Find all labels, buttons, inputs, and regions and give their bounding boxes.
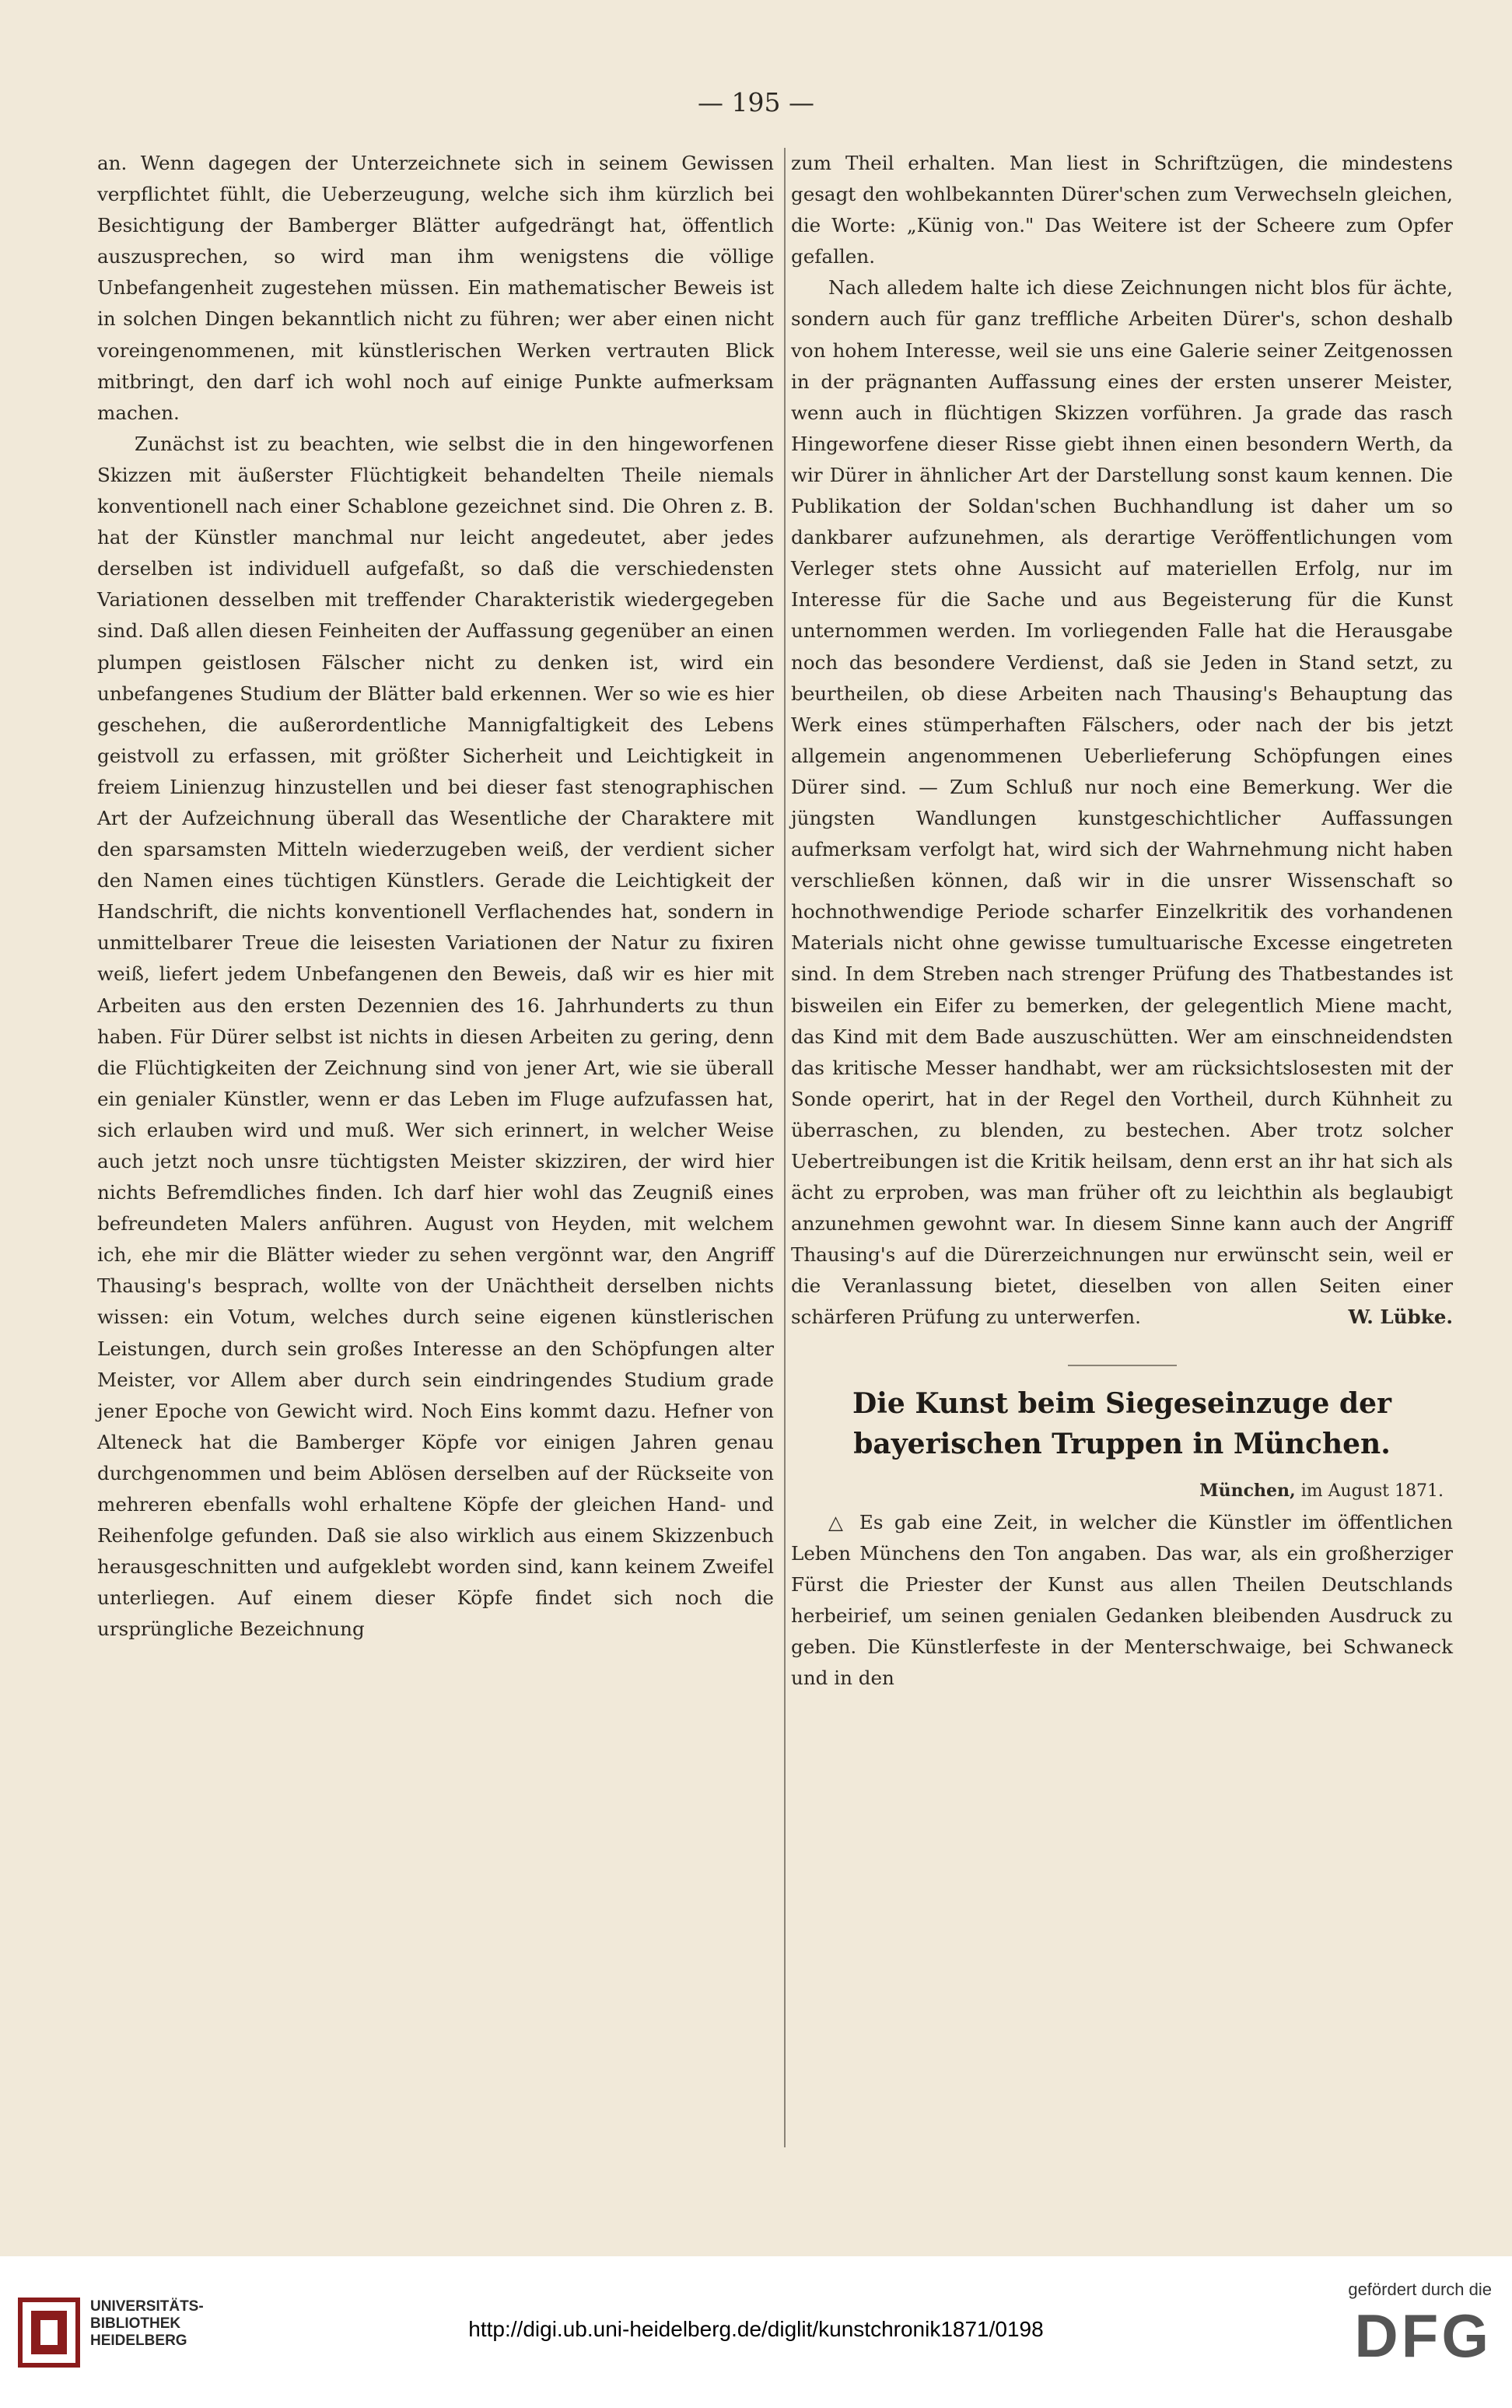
left-paragraph-1: an. Wenn dagegen der Unterzeichnete sich in seinem Gewissen verpflichtet fühlt, die Ueberzeugung, welche sich ihm kürzlich bei Besichtigung der Bamberger Blätter aufgedrängt hat, öffentlich auszusprechen, so wird man ihm wenigstens die völlige Unbefangenheit zugestehen müssen. Ein mathematischer Beweis ist in solchen Dingen bekanntlich nicht zu führen; wer aber einen nicht voreingenommenen, mit künstlerischen Werken vertrauten Blick mitbringt, den darf ich wohl noch auf einige Punkte aufmerksam machen. bbox=[97, 152, 774, 424]
right-column bbox=[791, 148, 1453, 1694]
section-separator bbox=[1068, 1365, 1177, 1366]
permalink-url[interactable]: http://digi.ub.uni-heidelberg.de/diglit/kunstchronik1871/0198 bbox=[468, 2317, 1044, 2341]
library-name-line-1: UNIVERSITÄTS- bbox=[90, 2298, 204, 2315]
dateline bbox=[791, 1475, 1444, 1507]
author-signature: W. Lübke. bbox=[1348, 1306, 1453, 1329]
dfg-wordmark: DFG bbox=[1354, 2301, 1492, 2370]
viewer-footer bbox=[0, 2256, 1512, 2408]
library-name-line-3: HEIDELBERG bbox=[90, 2333, 187, 2349]
library-name-line-2: BIBLIOTHEK bbox=[90, 2315, 181, 2332]
dateline-date: im August 1871. bbox=[1300, 1481, 1444, 1501]
article-title: Die Kunst beim Siegeseinzuge der bayerischen Truppen in München. bbox=[852, 1386, 1391, 1460]
dfg-logo[interactable] bbox=[1336, 2280, 1492, 2396]
funding-note: gefördert durch die bbox=[1348, 2280, 1492, 2299]
column-divider bbox=[784, 148, 786, 2147]
article-paragraph-1: △ Es gab eine Zeit, in welcher die Künstler im öffentlichen Leben Münchens den Ton angaben. Das war, als ein großherziger Fürst die Priester der Kunst aus allen Theilen Deutschlands herbeirief, um seinen genialen Gedanken bleibenden Ausdruck zu geben. Die Künstlerfeste in der Menterschwaige, bei Schwaneck und in den bbox=[791, 1510, 1453, 1690]
right-paragraph-2-text: Nach alledem halte ich diese Zeichnungen nicht blos für ächte, sondern auch für ganz treffliche Arbeiten Dürer's, schon deshalb von hohem Interesse, weil sie uns eine Galerie seiner Zeitgenossen in der prägnanten Auffassung eines der ersten unserer Meister, wenn auch in flüchtigen Skizzen vorführen. Ja grade das rasch Hingeworfene dieser Risse giebt ihnen einen besondern Werth, da wir Dürer in ähnlicher Art der Darstellung sonst kaum kennen. Die Publikation der Soldan'schen Buchhandlung ist daher um so dankbarer aufzunehmen, als derartige Veröffentlichungen vom Verleger stets ohne Aussicht auf materiellen Erfolg, nur im Interesse für die Sache und aus Begeisterung für die Kunst unternommen werden. Im vorliegenden Falle hat die Herausgabe noch das besondere Verdienst, daß sie Jeden in Stand setzt, zu beurtheilen, ob diese Arbeiten nach Thausing's Behauptung das Werk eines stümperhaften Fälschers, oder nach der bis jetzt allgemein angenommenen Ueberlieferung Schöpfungen eines Dürer sind. — Zum Schluß nur noch eine Bemerkung. Wer die jüngsten Wandlungen kunstgeschichtlicher Auffassungen aufmerksam verfolgt hat, wird sich der Wahrnehmung nicht haben verschließen können, daß wir in die unsrer Wissenschaft so hochnothwendige Periode scharfer Einzelkritik des vorhandenen Materials nicht ohne gewisse tumultuarische Excesse eingetreten sind. In dem Streben nach strenger Prüfung des Thatbestandes ist bisweilen ein Eifer zu bemerken, der gelegentlich Miene macht, das Kind mit dem Bade auszuschütten. Wer am einschneidendsten das kritische Messer handhabt, wer am rücksichtslosesten mit der Sonde operirt, hat in der Regel den Vortheil, durch Kühnheit zu überraschen, zu blenden, zu bestechen. Aber trotz solcher Uebertreibungen ist die Kritik heilsam, denn erst an ihr hat sich als ächt zu erproben, was man früher oft zu leichthin als beglaubigt anzunehmen gewohnt war. In diesem Sinne kann auch der Angriff Thausing's auf die Dürerzeichnungen nur erwünscht sein, weil er die Veranlassung bietet, dieselben von allen Seiten einer schärferen Prüfung zu unterwerfen. bbox=[791, 276, 1453, 1329]
left-column bbox=[97, 148, 774, 1646]
right-paragraph-2 bbox=[791, 272, 1453, 1333]
right-paragraph-1: zum Theil erhalten. Man liest in Schriftzügen, die mindestens gesagt den wohlbekannten Dürer'schen zum Verwechseln gleichen, die Worte: „Künig von." Das Weitere ist der Scheere zum Opfer gefallen. bbox=[791, 152, 1453, 268]
dateline-place: München, bbox=[1199, 1480, 1296, 1501]
left-paragraph-2: Zunächst ist zu beachten, wie selbst die in den hingeworfenen Skizzen mit äußerster Flüchtigkeit behandelten Theile niemals konventionell nach einer Schablone gezeichnet sind. Die Ohren z. B. hat der Künstler manchmal nur leicht angedeutet, aber jedes derselben ist individuell aufgefaßt, so daß die verschiedensten Variationen desselben mit treffender Charakteristik wiedergegeben sind. Daß allen diesen Feinheiten der Auffassung gegenüber an einen plumpen geistlosen Fälscher nicht zu denken ist, wird ein unbefangenes Studium der Blätter bald erkennen. Wer so wie es hier geschehen, die außerordentliche Mannigfaltigkeit des Lebens geistvoll zu erfassen, mit größter Sicherheit und Leichtigkeit in freiem Linienzug hinzustellen und bei dieser fast stenographischen Art der Aufzeichnung überall das Wesentliche der Charaktere mit den sparsamsten Mitteln wiederzugeben weiß, der verdient sicher den Namen eines tüchtigen Künstlers. Gerade die Leichtigkeit der Handschrift, die nichts konventionell Verflachendes hat, sondern in unmittelbarer Treue die leisesten Variationen der Natur zu fixiren weiß, liefert jedem Unbefangenen den Beweis, daß wir es hier mit Arbeiten aus den ersten Dezennien des 16. Jahrhunderts zu thun haben. Für Dürer selbst ist nichts in diesen Arbeiten zu gering, denn die Flüchtigkeiten der Zeichnung sind von jener Art, wie sie überall ein genialer Künstler, wenn er das Leben im Fluge aufzufassen hat, sich erlauben wird und muß. Wer sich erinnert, in welcher Weise auch jetzt noch unsre tüchtigsten Meister skizziren, der wird hier nichts Befremdliches finden. Ich darf hier wohl das Zeugniß eines befreundeten Malers anführen. August von Heyden, mit welchem ich, ehe mir die Blätter wieder zu sehen vergönnt war, den Angriff Thausing's besprach, wollte von der Unächtheit derselben nichts wissen: ein Votum, welches durch seine eigenen künstlerischen Leistungen, durch sein großes Interesse an den Schöpfungen alter Meister, vor Allem aber durch sein eindringendes Studium grade jener Epoche von Gewicht wird. Noch Eins kommt dazu. Hefner von Alteneck hat die Bamberger Köpfe vor einigen Jahren genau durchgenommen und beim Ablösen derselben auf der Rückseite von mehreren ebenfalls wohl erhaltene Köpfe der gleichen Hand- und Reihenfolge gefunden. Daß sie also wirklich aus einem Skizzenbuch herausgeschnitten und aufgeklebt worden sind, kann keinem Zweifel unterliegen. Auf einem dieser Köpfe findet sich noch die ursprüngliche Bezeichnung bbox=[97, 432, 774, 1641]
page-number: — 195 — bbox=[698, 87, 814, 117]
